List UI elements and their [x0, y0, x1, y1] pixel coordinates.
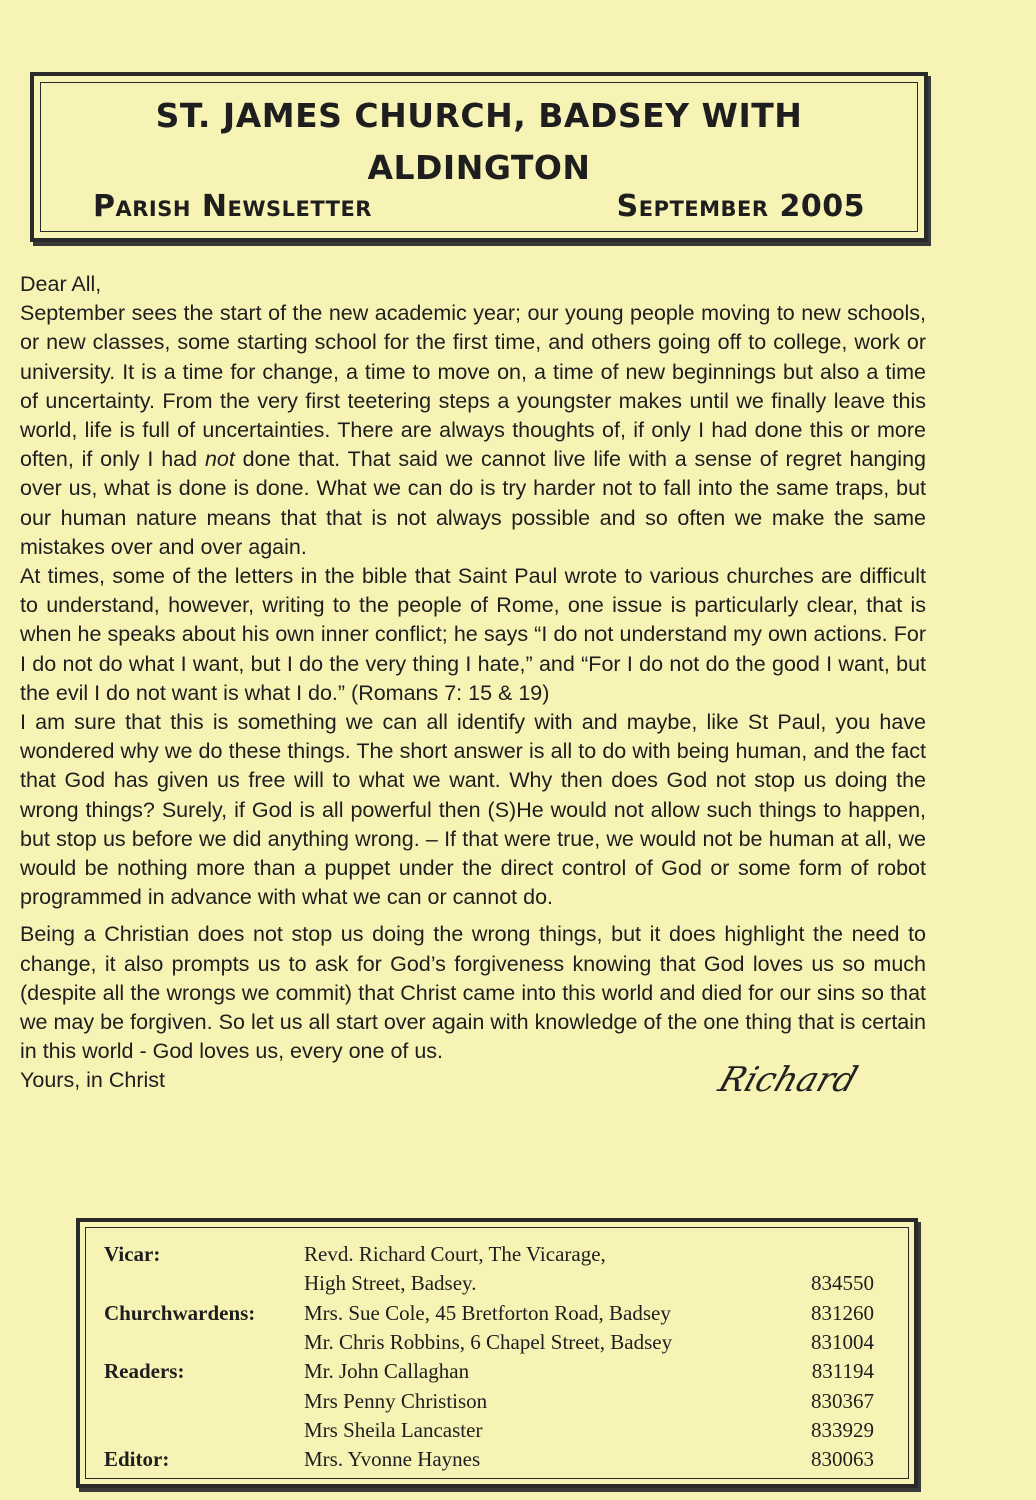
- contact-phone: 831260: [811, 1300, 874, 1325]
- contact-role: Vicar:: [104, 1242, 161, 1267]
- contact-role: [104, 1416, 304, 1445]
- contact-detail: Mrs. Yvonne Haynes: [304, 1447, 481, 1472]
- contact-role: [104, 1269, 304, 1298]
- contact-phone: 834550: [811, 1271, 874, 1296]
- contact-detail: Mrs Penny Christison: [304, 1388, 488, 1413]
- contact-role: [104, 1328, 304, 1357]
- vicar-letter: [20, 270, 926, 1101]
- contact-row: [104, 1240, 874, 1269]
- contacts-box: [76, 1218, 918, 1488]
- contact-detail: Mr. Chris Robbins, 6 Chapel Street, Badsey: [304, 1330, 673, 1355]
- closing-row: [20, 1060, 926, 1101]
- emphasis-not: not: [204, 447, 235, 472]
- contact-phone: 831004: [811, 1330, 874, 1355]
- closing: Yours, in Christ: [20, 1068, 165, 1093]
- contact-detail: Revd. Richard Court, The Vicarage,: [304, 1242, 606, 1267]
- letter-paragraph-1: September sees the start of the new academic year; our young people moving to new schools, or new classes, some starting school for the first time, and others going off to college, work or university. It is a time for change, a time to move on, a time of new beginnings but also a time of uncertainty. From the very first teetering steps a youngster makes until we finally leave this world, life is full of uncertainties. There are always thoughts of, if only I had done this or more often, if only I had not done that. That said we cannot live life with a sense of regret hanging over us, what is done is done. What we can do is try harder not to fall into the same traps, but our human nature means that that is not always possible and so often we make the same mistakes over and over again.: [20, 301, 926, 559]
- contact-role: [104, 1386, 304, 1415]
- masthead-subline: [41, 189, 917, 224]
- issue-date: September 2005: [616, 189, 865, 224]
- contact-row: [104, 1357, 874, 1386]
- contact-phone: [794, 1240, 874, 1269]
- masthead-inner-border: [40, 82, 918, 232]
- contact-role: Churchwardens:: [104, 1300, 256, 1325]
- contact-row: [104, 1445, 874, 1474]
- church-title-line2: ALDINGTON: [367, 148, 591, 187]
- letter-paragraph-2: At times, some of the letters in the bible that Saint Paul wrote to various churches are difficult to understand, however, writing to the people of Rome, one issue is particularly clear, that is when he speaks about his own inner conflict; he says “I do not understand my own actions. For I do not do what I want, but I do the very thing I hate,” and “For I do not do the good I want, but the evil I do not want is what I do.” (Romans 7: 15 & 19): [20, 564, 926, 705]
- contact-row: [104, 1328, 874, 1357]
- contact-row: [104, 1269, 874, 1298]
- contacts-table: [104, 1240, 874, 1474]
- contact-detail: Mrs. Sue Cole, 45 Bretforton Road, Badsey: [304, 1300, 671, 1325]
- contact-role: Readers:: [104, 1359, 185, 1384]
- contact-row: [104, 1386, 874, 1415]
- contact-role: Editor:: [104, 1447, 170, 1472]
- letter-paragraph-4: Being a Christian does not stop us doing the wrong things, but it does highlight the need to change, it also prompts us to ask for God’s forgiveness knowing that God loves us so much (despite all the wrongs we commit) that Christ came into this world and died for our sins so that we may be forgiven. So let us all start over again with knowledge of the one thing that is certain in this world - God loves us, every one of us.: [20, 922, 926, 1064]
- contact-detail: Mr. John Callaghan: [304, 1359, 470, 1384]
- contact-phone: 833929: [811, 1417, 874, 1442]
- contact-detail: Mrs Sheila Lancaster: [304, 1417, 483, 1442]
- contact-row: [104, 1299, 874, 1328]
- contacts-inner-border: [85, 1227, 909, 1479]
- contact-phone: 831194: [811, 1359, 874, 1384]
- newsletter-label: Parish Newsletter: [93, 189, 372, 224]
- masthead: [30, 72, 928, 242]
- contact-phone: 830063: [811, 1447, 874, 1472]
- letter-paragraph-3: I am sure that this is something we can all identify with and maybe, like St Paul, you have wondered why we do these things. The short answer is all to do with being human, and the fact that God has given us free will to what we want. Why then does God not stop us doing the wrong things? Surely, if God is all powerful then (S)He would not allow such things to happen, but stop us before we did anything wrong. – If that were true, we would not be human at all, we would be nothing more than a puppet under the direct control of God or some form of robot programmed in advance with what we can or cannot do.: [20, 710, 926, 910]
- greeting: Dear All,: [20, 272, 102, 296]
- signature: Richard: [713, 1060, 863, 1101]
- church-title-line1: ST. JAMES CHURCH, BADSEY WITH: [155, 96, 803, 135]
- contact-phone: 830367: [811, 1388, 874, 1413]
- contact-detail: High Street, Badsey.: [304, 1271, 477, 1296]
- contact-row: [104, 1416, 874, 1445]
